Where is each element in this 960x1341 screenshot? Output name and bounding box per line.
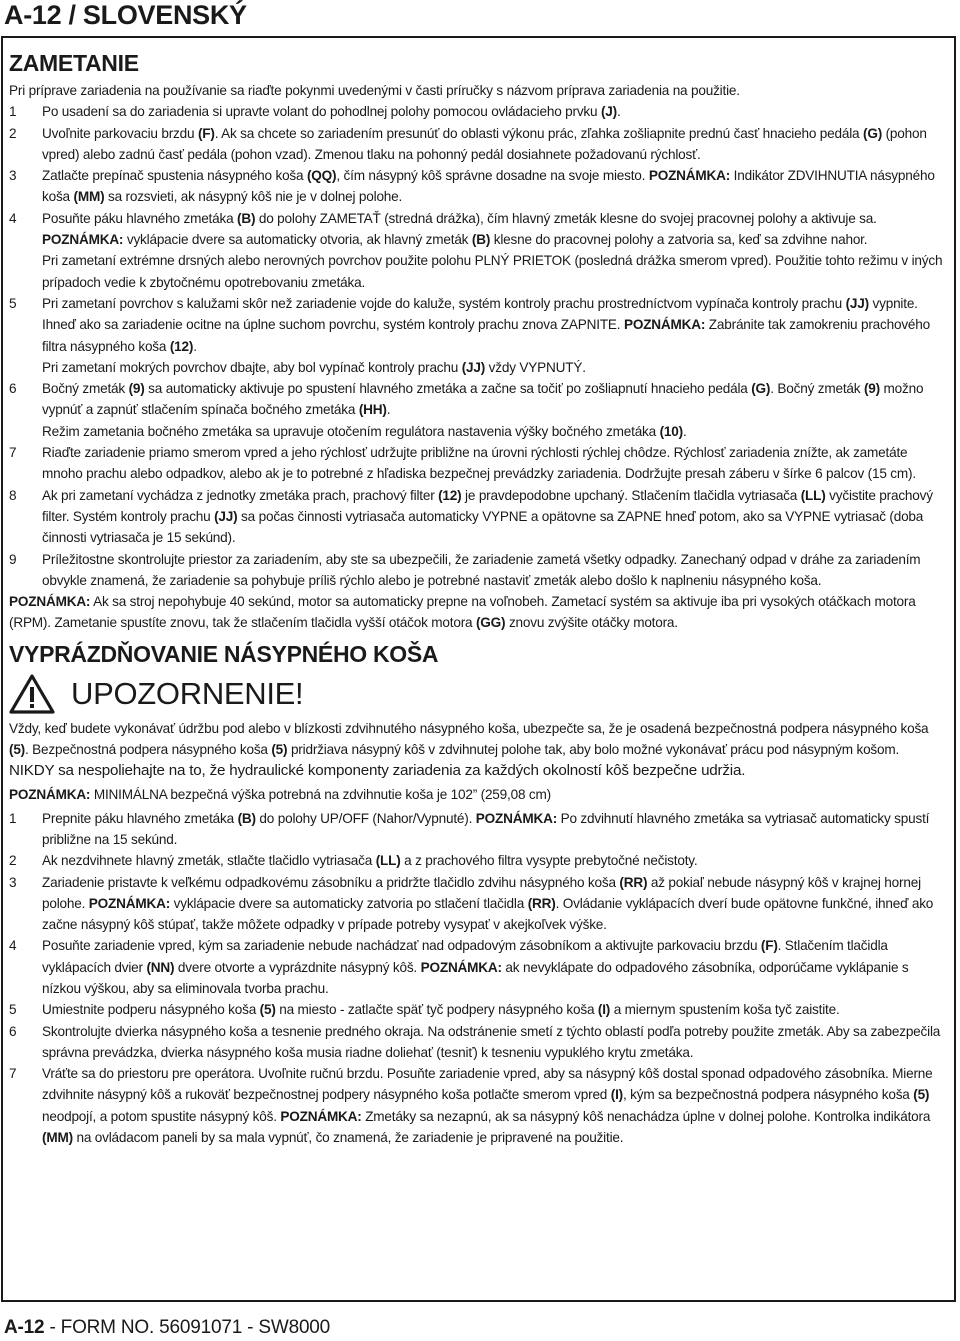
step-text: ak nevyklápate do odpadového zásobníka, odporúčame vyklápanie s nízkou výškou, aby sa eliminovala tvorba prachu. <box>42 959 909 996</box>
step-text: POZNÁMKA: <box>420 959 502 975</box>
step-text: Uvoľnite parkovaciu brzdu <box>42 125 198 141</box>
step-text: Prepnite páku hlavného zmetáka <box>42 810 238 826</box>
vyprazdnovanie-steps-list <box>9 808 949 1149</box>
step-text: (pohon vpred) alebo zadnú časť pedála (pohon vzad). Zmenou tlaku na pohonný pedál dosiahnete požadovanú rýchlosť. <box>42 125 927 162</box>
step-text: Ak pri zametaní vychádza z jednotky zmetáka prach, prachový filter <box>42 487 439 503</box>
step-text: (HH) <box>358 402 387 418</box>
step-number: 8 <box>9 487 17 503</box>
footer-page-number: A-12 <box>4 1317 45 1338</box>
section-heading-vyprazdnovanie: VYPRÁZDŇOVANIE NÁSYPNÉHO KOŠA <box>9 640 439 667</box>
vyprazdnovanie-step-2 <box>9 850 949 871</box>
step-text: . Stlačením tlačidla vyklápacích dvier <box>42 938 888 975</box>
step-text: vyklápacie dvere sa automaticky otvoria, ak hlavný zmeták <box>123 232 472 248</box>
step-text: až pokiaľ nebude násypný kôš v krajnej hornej polohe. <box>42 874 921 911</box>
step-text: . Ovládanie vyklápacích dverí bude opätovne funkčné, ihneď ako začne násypný kôš stúpať, takže môžete odpadky v prípade potreby vysypať v akejkoľvek výške. <box>42 895 934 933</box>
step-text: , kým sa bezpečnostná podpera násypného koša <box>622 1087 914 1103</box>
step-number: 3 <box>9 874 17 890</box>
vyprazdnovanie-step-4 <box>9 935 949 999</box>
step-number: 1 <box>9 810 17 826</box>
step-text: . Bočný zmeták <box>770 381 864 397</box>
vyprazdnovanie-step-6 <box>9 1021 949 1064</box>
step-text: Zmetáky sa nezapnú, ak sa násypný kôš nenachádza úplne v dolnej polohe. Kontrolka indikátora <box>361 1108 931 1124</box>
subparagraph-text: (JJ) <box>461 359 486 375</box>
step-text: Bočný zmeták <box>42 381 129 397</box>
step-text: . <box>386 402 391 418</box>
step-text: (J) <box>600 104 617 120</box>
warning-text: (5) <box>9 742 26 758</box>
section-heading-zametanie: ZAMETANIE <box>9 50 139 76</box>
step-text: . <box>193 338 197 354</box>
step-text: sa automaticky aktivuje po spustení hlavného zmetáka a začne sa točiť po zošliapnutí hnacieho pedála <box>144 381 752 397</box>
step-text: Vráťte sa do priestoru pre operátora. Uvoľnite ručnú brzdu. Posuňte zariadenie vpred, aby sa násypný kôš dostal sponad odpadového zásobníka. Mierne zdvihnite násypný kôš a rukoväť bezpečnostnej podpery násypného koša potlačte smerom vpred <box>42 1066 933 1103</box>
step-text: dvere otvorte a vyprázdnite násypný kôš. <box>174 959 421 975</box>
subparagraph-text: Pri zametaní extrémne drsných alebo nerovných povrchov použite polohu PLNÝ PRIETOK (posledná drážka smerom vpred). Použitie tohto režimu v iných prípadoch vedie k zbytočnému opotrebovaniu zmetáka. <box>42 253 943 290</box>
minimum-height-note <box>9 784 949 805</box>
step-number: 2 <box>9 853 17 869</box>
step-text: (JJ) <box>214 508 238 524</box>
warning-text: pridržiava násypný kôš v zdvihnutej polohe tak, aby bolo možné vykonávať prácu pod násypným košom. <box>287 742 900 758</box>
step-text: (9) <box>863 381 880 397</box>
zametanie-step-4 <box>9 208 949 251</box>
zametanie-steps-list <box>9 101 949 591</box>
min-height-text: POZNÁMKA: <box>9 787 91 803</box>
step-text: Ak nezdvihnete hlavný zmeták, stlačte tlačidlo vytriasača <box>42 853 376 869</box>
warning-text: (5) <box>271 742 288 758</box>
step-text: sa počas činnosti vytriasača automaticky VYPNE a opätovne sa ZAPNE hneď potom, ako sa VYPNE vytriasač (doba činnosti vytriasača je 15 sekúnd). <box>42 508 924 546</box>
step-text: (RR) <box>619 874 648 890</box>
step-text: (F) <box>197 125 215 141</box>
step-text: POZNÁMKA: <box>623 317 706 333</box>
step-text: sa rozsvieti, ak násypný kôš nie je v dolnej polohe. <box>104 189 403 205</box>
step-text: . <box>617 104 621 120</box>
step-text: vyčistite prachový filter. Systém kontroly prachu <box>42 487 933 524</box>
note-text: znovu zvýšite otáčky motora. <box>505 615 678 631</box>
step-number: 6 <box>9 381 17 397</box>
zametanie-step-1 <box>9 101 949 122</box>
step-text: Umiestnite podperu násypného koša <box>42 1002 260 1018</box>
step-text: POZNÁMKA: <box>648 168 731 184</box>
zametanie-step-4-subparagraph <box>9 250 949 293</box>
vyprazdnovanie-step-1 <box>9 808 949 851</box>
zametanie-step-3 <box>9 165 949 208</box>
step-number: 2 <box>9 125 17 141</box>
step-text: (G) <box>751 381 771 397</box>
subparagraph-text: Pri zametaní mokrých povrchov dbajte, aby bol vypínač kontroly prachu <box>42 359 462 375</box>
page-header-title: A-12 / SLOVENSKÝ <box>4 0 247 30</box>
zametanie-step-5 <box>9 293 949 357</box>
note-text: POZNÁMKA: <box>9 594 91 610</box>
zametanie-note <box>9 591 949 634</box>
zametanie-step-6 <box>9 378 949 421</box>
step-number: 5 <box>9 295 17 311</box>
step-text: neodpojí, a potom spustite násypný kôš. <box>42 1108 281 1124</box>
vyprazdnovanie-step-7 <box>9 1063 949 1148</box>
step-number: 5 <box>9 1002 17 1018</box>
step-text: POZNÁMKA: <box>88 895 171 911</box>
step-text: Posuňte páku hlavného zmetáka <box>42 210 238 226</box>
zametanie-step-2 <box>9 123 949 166</box>
step-text: POZNÁMKA: <box>280 1108 362 1124</box>
step-text: (LL) <box>375 853 401 869</box>
subparagraph-text: Režim zametania bočného zmetáka sa upravuje otočením regulátora nastavenia výšky bočného zmetáka <box>42 423 660 439</box>
step-text: Skontrolujte dvierka násypného koša a tesnenie predného okraja. Na odstránenie smetí z týchto oblastí podľa potreby použite zmeták. Aby sa zabezpečila správna prevádzka, dvierka násypného koša musia riadne doliehať (tesniť) k tesneniu vypuklého krytu zmetáka. <box>42 1023 941 1060</box>
step-text: Riaďte zariadenie priamo smerom vpred a jeho rýchlosť udržujte približne na úrovni rýchlosti rýchlej chôdze. Rýchlosť zariadenia znížte, ak zametáte mnoho prachu alebo odpadkov, alebo ak je to potrebné z hľadiska bezpečnej prevádzky zariadenia. Dodržujte presah záberu v šírke 6 palcov (15 cm). <box>42 445 916 482</box>
step-text: (NN) <box>146 959 175 975</box>
warning-text: . Bezpečnostná podpera násypného koša <box>25 742 272 758</box>
step-text: Zariadenie pristavte k veľkému odpadkovému zásobníku a pridržte tlačidlo zdvihu násypného koša <box>42 874 620 890</box>
step-number: 4 <box>9 210 17 226</box>
step-text: Indikátor ZDVIHNUTIA násypného koša <box>42 168 935 205</box>
step-text: POZNÁMKA: <box>475 810 558 826</box>
step-text: (5) <box>259 1002 276 1018</box>
page-footer <box>4 1316 330 1340</box>
step-text: (I) <box>597 1002 611 1018</box>
step-number: 6 <box>9 1023 17 1039</box>
warning-triangle-icon <box>9 673 55 715</box>
step-text: (G) <box>863 125 883 141</box>
step-number: 3 <box>9 168 17 184</box>
subparagraph-text: (10) <box>659 423 683 439</box>
step-number: 4 <box>9 938 17 954</box>
step-text: na miesto - zatlačte späť tyč podpery násypného koša <box>275 1002 598 1018</box>
step-number: 7 <box>9 445 17 461</box>
step-text: (B) <box>471 232 491 248</box>
zametanie-step-5-subparagraph <box>9 357 949 378</box>
step-text: Posuňte zariadenie vpred, kým sa zariadenie nebude nachádzať nad odpadovým zásobníkom a aktivujte parkovaciu brzdu <box>42 938 761 954</box>
step-text: vypnite. Ihneď ako sa zariadenie ocitne na úplne suchom povrchu, systém kontroly prachu znova ZAPNITE. <box>42 295 918 333</box>
subparagraph-text: vždy VYPNUTÝ. <box>485 359 586 375</box>
step-text: a z prachového filtra vysypte prebytočné nečistoty. <box>400 853 698 869</box>
warning-banner <box>9 672 949 716</box>
step-number: 9 <box>9 551 17 567</box>
step-number: 1 <box>9 104 17 120</box>
step-text: (12) <box>438 487 462 503</box>
step-text: možno vypnúť a zapnúť stlačením spínača bočného zmetáka <box>42 381 924 418</box>
zametanie-intro: Pri príprave zariadenia na používanie sa riaďte pokynmi uvedenými v časti príručky s názvom príprava zariadenia na použitie. <box>9 83 740 98</box>
warning-text <box>9 718 949 761</box>
step-text: do polohy UP/OFF (Nahor/Vypnuté). <box>255 810 476 826</box>
step-text: (12) <box>169 338 194 354</box>
step-text: je pravdepodobne upchaný. Stlačením tlačidla vytriasača <box>461 487 801 503</box>
footer-form-number: - FORM NO. 56091071 - SW8000 <box>44 1317 331 1338</box>
step-text: do polohy ZAMETAŤ (stredná drážka), čím hlavný zmeták klesne do svojej pracovnej polohy a aktivuje sa. <box>255 210 877 226</box>
step-text: (MM) <box>73 189 105 205</box>
step-text: , čím násypný kôš správne dosadne na svoje miesto. <box>336 168 649 184</box>
vyprazdnovanie-step-5 <box>9 999 949 1020</box>
step-text: Po usadení sa do zariadenia si upravte volant do pohodlnej polohy pomocou ovládacieho prvku <box>42 104 601 120</box>
step-text: Príležitostne skontrolujte priestor za zariadením, aby ste sa ubezpečili, že zariadenie zametá všetky odpadky. Zanechaný odpad v dráhe za zariadením obvykle znamená, že zariadenie sa pohybuje príliš rýchlo alebo je potrebné nastaviť zmeták alebo došlo k naplneniu násypného koša. <box>42 551 921 588</box>
zametanie-step-7 <box>9 442 949 485</box>
step-text: na ovládacom paneli by sa mala vypnúť, čo znamená, že zariadenie je pripravené na použitie. <box>72 1130 624 1146</box>
main-content <box>9 49 949 1148</box>
min-height-text: MINIMÁLNA bezpečná výška potrebná na zdvihnutie koša je 102” (259,08 cm) <box>90 787 551 803</box>
step-text: (QQ) <box>306 168 337 184</box>
step-text: (RR) <box>527 895 556 911</box>
warning-text: Vždy, keď budete vykonávať údržbu pod alebo v blízkosti zdvihnutého násypného koša, ubezpečte sa, že je osadená bezpečnostná podpera násypného koša <box>9 720 929 736</box>
step-text: Zatlačte prepínač spustenia násypného koša <box>42 168 307 184</box>
step-text: Pri zametaní povrchov s kalužami skôr než zariadenie vojde do kaluže, systém kontroly prachu prostredníctvom vypínača kontroly prachu <box>42 295 846 311</box>
vyprazdnovanie-step-3 <box>9 872 949 936</box>
step-text: (I) <box>610 1087 623 1103</box>
step-text: . Ak sa chcete so zariadením presunúť do oblasti výkonu prác, zľahka zošliapnite prednú časť hnacieho pedála <box>214 125 863 141</box>
step-text: Zabránite tak zamokreniu prachového filtra násypného koša <box>42 317 930 354</box>
zametanie-step-9 <box>9 549 949 592</box>
note-text: Ak sa stroj nepohybuje 40 sekúnd, motor sa automaticky prepne na voľnobeh. Zametací systém sa aktivuje iba pri vysokých otáčkach motora (RPM). Zametanie spustíte znovu, tak že stlačením tlačidla vyšší otáčok motora <box>9 594 916 631</box>
step-text: vyklápacie dvere sa automaticky zatvoria po stlačení tlačidla <box>170 895 528 911</box>
step-text: (B) <box>237 210 256 226</box>
step-text: (B) <box>237 810 256 826</box>
step-number: 7 <box>9 1066 17 1082</box>
step-text: (9) <box>128 381 145 397</box>
warning-title: UPOZORNENIE! <box>71 675 304 711</box>
never-rely-text: NIKDY sa nespoliehajte na to, že hydraulické komponenty zariadenia za každých okolností kôš bezpečne udržia. <box>9 762 746 780</box>
step-text: a miernym spustením koša tyč zaistite. <box>610 1002 840 1018</box>
step-text: POZNÁMKA: <box>42 232 124 248</box>
step-text: (F) <box>760 938 778 954</box>
step-text: klesne do pracovnej polohy a zatvoria sa, keď sa zdvihne nahor. <box>490 232 868 248</box>
step-text: (MM) <box>42 1130 73 1146</box>
zametanie-step-8 <box>9 485 949 549</box>
step-text: Po zdvihnutí hlavného zmetáka sa vytriasač automaticky spustí približne na 15 sekúnd. <box>42 810 930 847</box>
note-text: (GG) <box>475 615 506 631</box>
subparagraph-text: . <box>682 423 687 439</box>
step-text: (5) <box>913 1087 930 1103</box>
zametanie-step-6-subparagraph <box>9 421 949 442</box>
step-text: (LL) <box>800 487 826 503</box>
step-text: (JJ) <box>845 295 869 311</box>
